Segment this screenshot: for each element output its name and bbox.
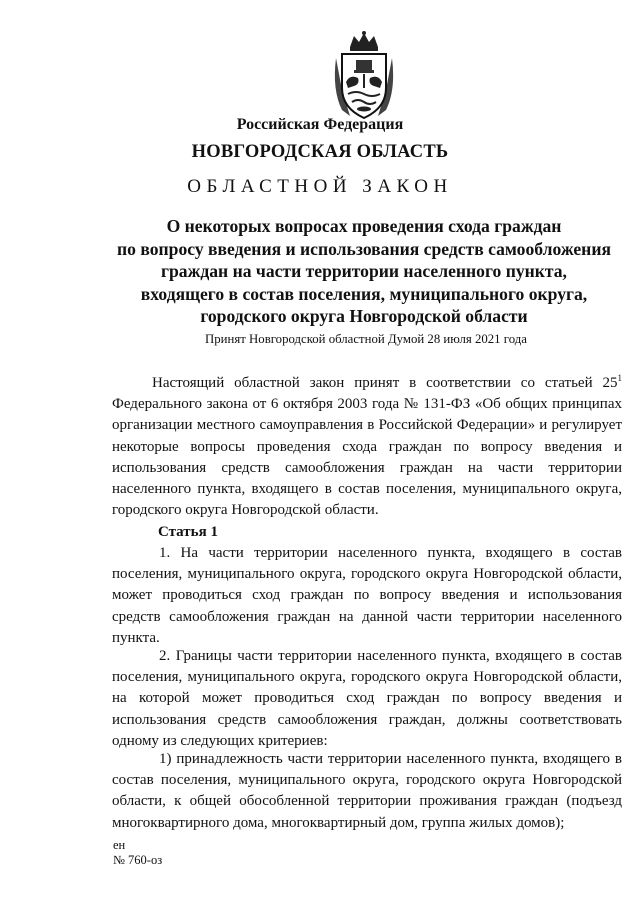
- title-line: входящего в состав поселения, муниципального округа,: [140, 283, 588, 304]
- footer: [113, 838, 162, 868]
- title-line: городского округа Новгородской области: [200, 306, 528, 326]
- article-paragraph: 1) принадлежность части территории населенного пункта, входящего в состав поселения, муниципального округа, городского округа Новгородской области, к общей обособленной территории проживания граждан (подъезд многоквартирного дома, многоквартирный дом, группа жилых домов);: [112, 751, 622, 831]
- title-line: граждан на части территории населенного пункта,: [161, 261, 567, 281]
- country-name: Российская Федерация: [236, 116, 404, 133]
- article-superscript: 1: [617, 373, 622, 383]
- document-type: ОБЛАСТНОЙ ЗАКОН: [187, 176, 453, 197]
- footer-initials: ен: [113, 838, 126, 852]
- document-number: № 760-оз: [113, 853, 163, 867]
- title-line: О некоторых вопросах проведения схода граждан: [166, 216, 562, 236]
- adoption-note: Принят Новгородской областной Думой 28 июля 2021 года: [205, 332, 527, 346]
- novgorod-coat-of-arms-icon: [328, 30, 400, 122]
- intro-text-start: Настоящий областной закон принят в соответствии со статьей 25: [152, 375, 618, 391]
- region-name: НОВГОРОДСКАЯ ОБЛАСТЬ: [191, 142, 449, 162]
- article-paragraph: 2. Границы части территории населенного пункта, входящего в состав поселения, муниципального округа, городского округа Новгородской области, на которой может проводиться сход граждан по вопросу введения и использования средств самообложения граждан, должны соответствовать одному из следующих критериев:: [112, 648, 622, 749]
- article-paragraph: 1. На части территории населенного пункта, входящего в состав поселения, муниципального округа, городского округа Новгородской области, может проводиться сход граждан по вопросу введения и использования средств самообложения граждан на данной части территории населенного пункта.: [112, 545, 622, 646]
- intro-text-end: Федерального закона от 6 октября 2003 года № 131-ФЗ «Об общих принципах организации местного самоуправления в Российской Федерации» и регулирует некоторые вопросы проведения схода граждан по вопросу введения и использования средств самообложения граждан на части территории населенного пункта, входящего в состав поселения, муниципального округа, городского округа Новгородской области.: [112, 396, 622, 519]
- article-heading: Статья 1: [158, 524, 218, 540]
- law-title: [90, 215, 638, 328]
- intro-paragraph: [112, 368, 622, 521]
- title-line: по вопросу введения и использования средств самообложения: [117, 238, 611, 259]
